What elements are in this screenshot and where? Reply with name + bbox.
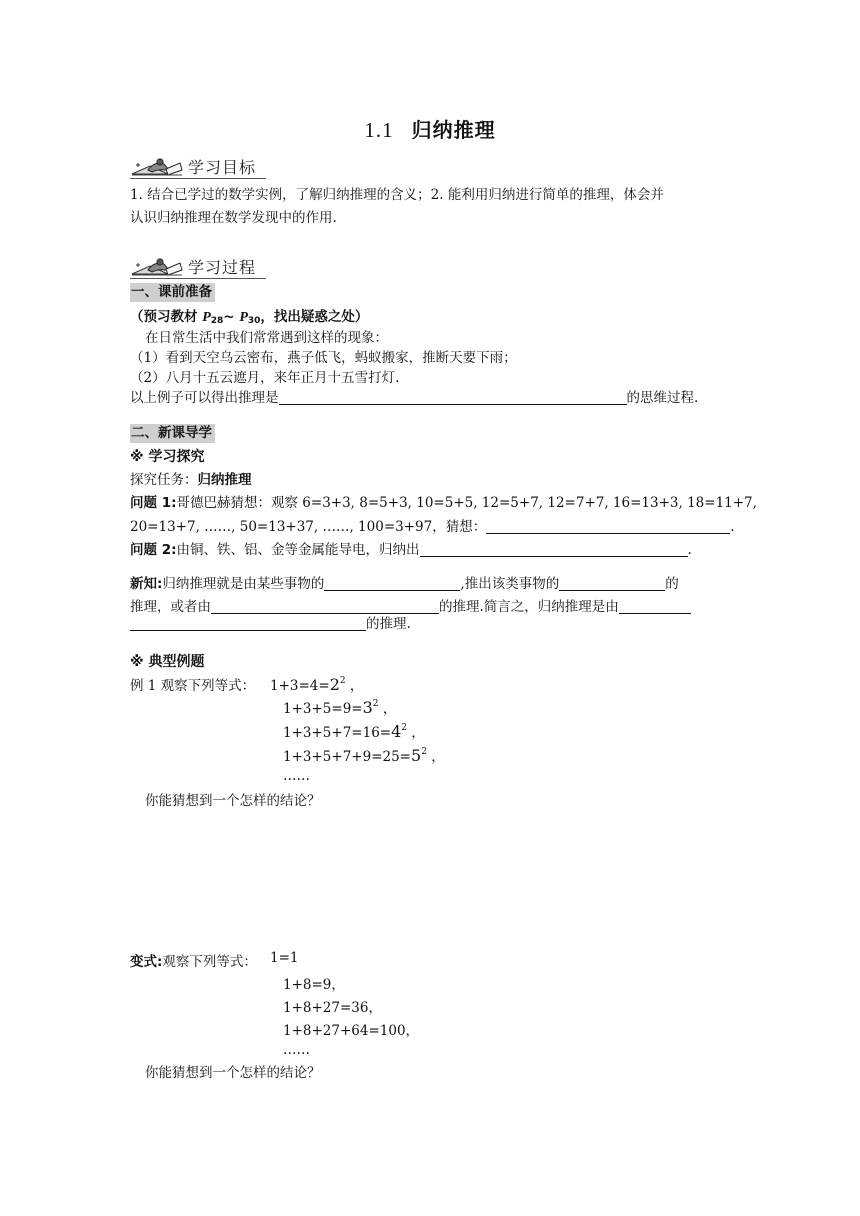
prep-open: （预习教材 [130,309,203,325]
question-2 [130,538,692,558]
equation-exponent: 2 [372,699,379,709]
prep-close: ，找出疑惑之处） [260,309,369,325]
prep-intro: 在日常生活中我们常常遇到这样的现象： [145,330,388,346]
variant-label-line [130,950,257,970]
explore-task [130,468,252,488]
new-knowledge-label: 新知: [130,576,163,592]
equation-lhs: 1+3=4= [270,678,330,694]
answer-blank[interactable] [324,576,460,591]
section-heading-label: 学习目标 [188,158,257,177]
book-reader-icon [130,255,184,277]
question-1-line-2 [130,515,735,535]
equation-end: ， [407,725,425,741]
new-knowledge-d: 推理，或者由 [130,599,211,615]
task-name: 归纳推理 [197,472,252,488]
preview-instruction [130,305,368,326]
answer-blank[interactable] [619,599,691,614]
new-knowledge-c: 的 [665,576,679,592]
equation-base: 2 [329,675,340,694]
question-2-text: 由铜、铁、铝、金等金属能导电，归纳出 [176,542,420,558]
variant-label: 变式: [130,954,163,970]
prep-p1: P [202,310,211,325]
equation-row [283,697,396,717]
goals-line-2: 认识归纳推理在数学发现中的作用. [130,210,337,226]
equation-exponent: 2 [339,676,346,686]
prep-item-1: （1）看到天空乌云密布，燕子低飞，蚂蚁搬家，推断天要下雨； [130,350,517,366]
explore-heading: ※ 学习探究 [130,449,205,465]
title-number: 1.1 [364,118,394,142]
heading-underline [130,178,266,179]
new-knowledge-f: 的推理. [366,616,411,632]
example-1-dots: …… [283,768,310,784]
answer-blank[interactable] [279,390,627,405]
new-knowledge-e: 的推理.简言之，归纳推理是由 [439,599,619,615]
question-2-label: 问题 2: [130,542,177,558]
answer-blank[interactable] [559,576,665,591]
prep-s1: 28 [210,316,224,326]
section-heading-process [130,253,266,279]
conclusion-text-b: 的思维过程. [626,390,699,406]
new-knowledge-line-1 [130,572,679,592]
prep-item-2: （2）八月十五云遮月，来年正月十五雪打灯. [130,370,400,386]
equation-base: 3 [362,698,373,717]
example-1-question: 你能猜想到一个怎样的结论？ [145,793,321,809]
examples-heading: ※ 典型例题 [130,654,205,670]
section-heading-goals [130,153,266,179]
new-knowledge-line-3 [130,612,411,632]
page-title [0,114,860,143]
equation-lhs: 1+3+5+7=16= [283,725,392,741]
example-1-label: 例 1 观察下列等式： [130,678,256,694]
equation-exponent: 2 [401,723,408,733]
variant-question: 你能猜想到一个怎样的结论？ [145,1065,321,1081]
new-knowledge-a: 归纳推理就是由某些事物的 [162,576,325,592]
equation-row: 1+8+27=36， [283,1000,382,1016]
task-label: 探究任务： [130,472,198,488]
equation-row: 1+8=9， [283,977,345,993]
answer-blank[interactable] [130,616,366,631]
equation-row [283,721,425,741]
equation-row: 1=1 [270,950,299,966]
answer-blank[interactable] [486,519,730,534]
question-1-line-1 [130,491,757,511]
equation-base: 4 [391,722,402,741]
equation-row: 1+8+27+64=100， [283,1023,420,1039]
prep-conclusion [130,386,698,406]
equation-row [283,745,445,765]
equation-exponent: 2 [421,747,427,757]
answer-blank[interactable] [420,542,688,557]
equation-lhs: 1+3+5=9= [283,701,363,717]
part-heading-preparation: 一、课前准备 [130,283,215,302]
equation-base: 5 [411,746,422,765]
question-1-end: . [730,519,735,535]
goals-line-1: 1. 结合已学过的数学实例，了解归纳推理的含义；2. 能利用归纳进行简单的推理，体会并 [130,187,664,203]
variant-intro: 观察下列等式： [162,954,257,970]
part-heading-new-lesson: 二、新课导学 [130,424,215,443]
title-text: 归纳推理 [411,118,496,142]
question-1-label: 问题 1: [130,495,177,511]
question-1-text: 哥德巴赫猜想：观察 6=3+3, 8=5+3, 10=5+5, 12=5+7, 12=7+7, 16=13+3, 18=11+7, [176,495,757,511]
prep-p2: P [239,310,248,325]
question-2-end: . [687,542,692,558]
equation-end: ， [378,701,397,717]
section-heading-label: 学习过程 [188,258,257,277]
equation-end: ， [345,678,364,694]
new-knowledge-b: ,推出该类事物的 [460,576,560,592]
book-reader-icon [130,155,184,177]
question-1-text-2: 20=13+7, ……, 50=13+37, ……, 100=3+97，猜想： [130,519,487,535]
heading-underline [130,278,266,279]
variant-dots: …… [283,1042,310,1058]
conclusion-text-a: 以上例子可以得出推理是 [130,390,279,406]
equation-lhs: 1+3+5+7+9=25= [283,749,411,765]
equation-end: ， [426,749,445,765]
prep-tilde: ~ [223,309,240,325]
equation-row [270,674,363,694]
prep-s2: 30 [247,316,261,326]
